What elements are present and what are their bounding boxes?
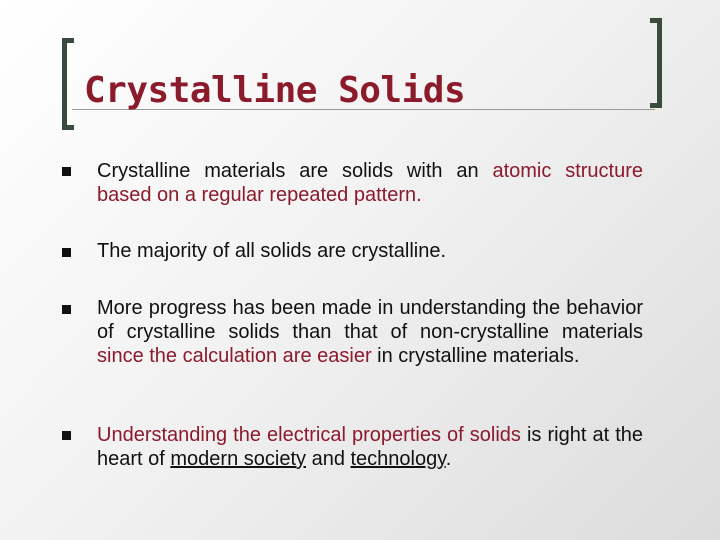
bullet-3-highlight: since the calculation are easier xyxy=(97,345,372,367)
bullet-2 xyxy=(97,239,643,263)
bullet-1-highlight: atomic structure based on a regular repeated pattern. xyxy=(97,160,644,206)
bullet-marker-2 xyxy=(62,248,71,257)
bullet-4-period: . xyxy=(445,448,452,470)
technology-underlined: technology xyxy=(350,448,446,470)
modern-society-underlined: modern society xyxy=(170,448,307,470)
bullet-4 xyxy=(97,423,643,471)
bullet-marker-3 xyxy=(62,305,71,314)
bullet-1 xyxy=(97,159,643,207)
bullet-4-highlight: Understanding the electrical properties of solids xyxy=(97,424,521,446)
bullet-2-text: The majority of all solids are crystalline. xyxy=(97,240,447,262)
slide-title: Crystalline Solids xyxy=(84,70,466,111)
bullet-marker-1 xyxy=(62,167,71,176)
title-bracket-right xyxy=(650,18,662,108)
bullet-4-text: is right at the heart of xyxy=(97,424,643,470)
bullet-3-text-end: in crystalline materials. xyxy=(371,345,580,367)
bullet-3-text: More progress has been made in understanding the behavior of crystalline solids than that of non-crystalline materials xyxy=(97,297,643,343)
bullet-4-and: and xyxy=(306,448,351,470)
bullet-1-text: Crystalline materials are solids with an xyxy=(97,160,493,182)
title-bracket-left xyxy=(62,38,74,130)
bullet-marker-4 xyxy=(62,431,71,440)
bullet-3 xyxy=(97,296,643,368)
